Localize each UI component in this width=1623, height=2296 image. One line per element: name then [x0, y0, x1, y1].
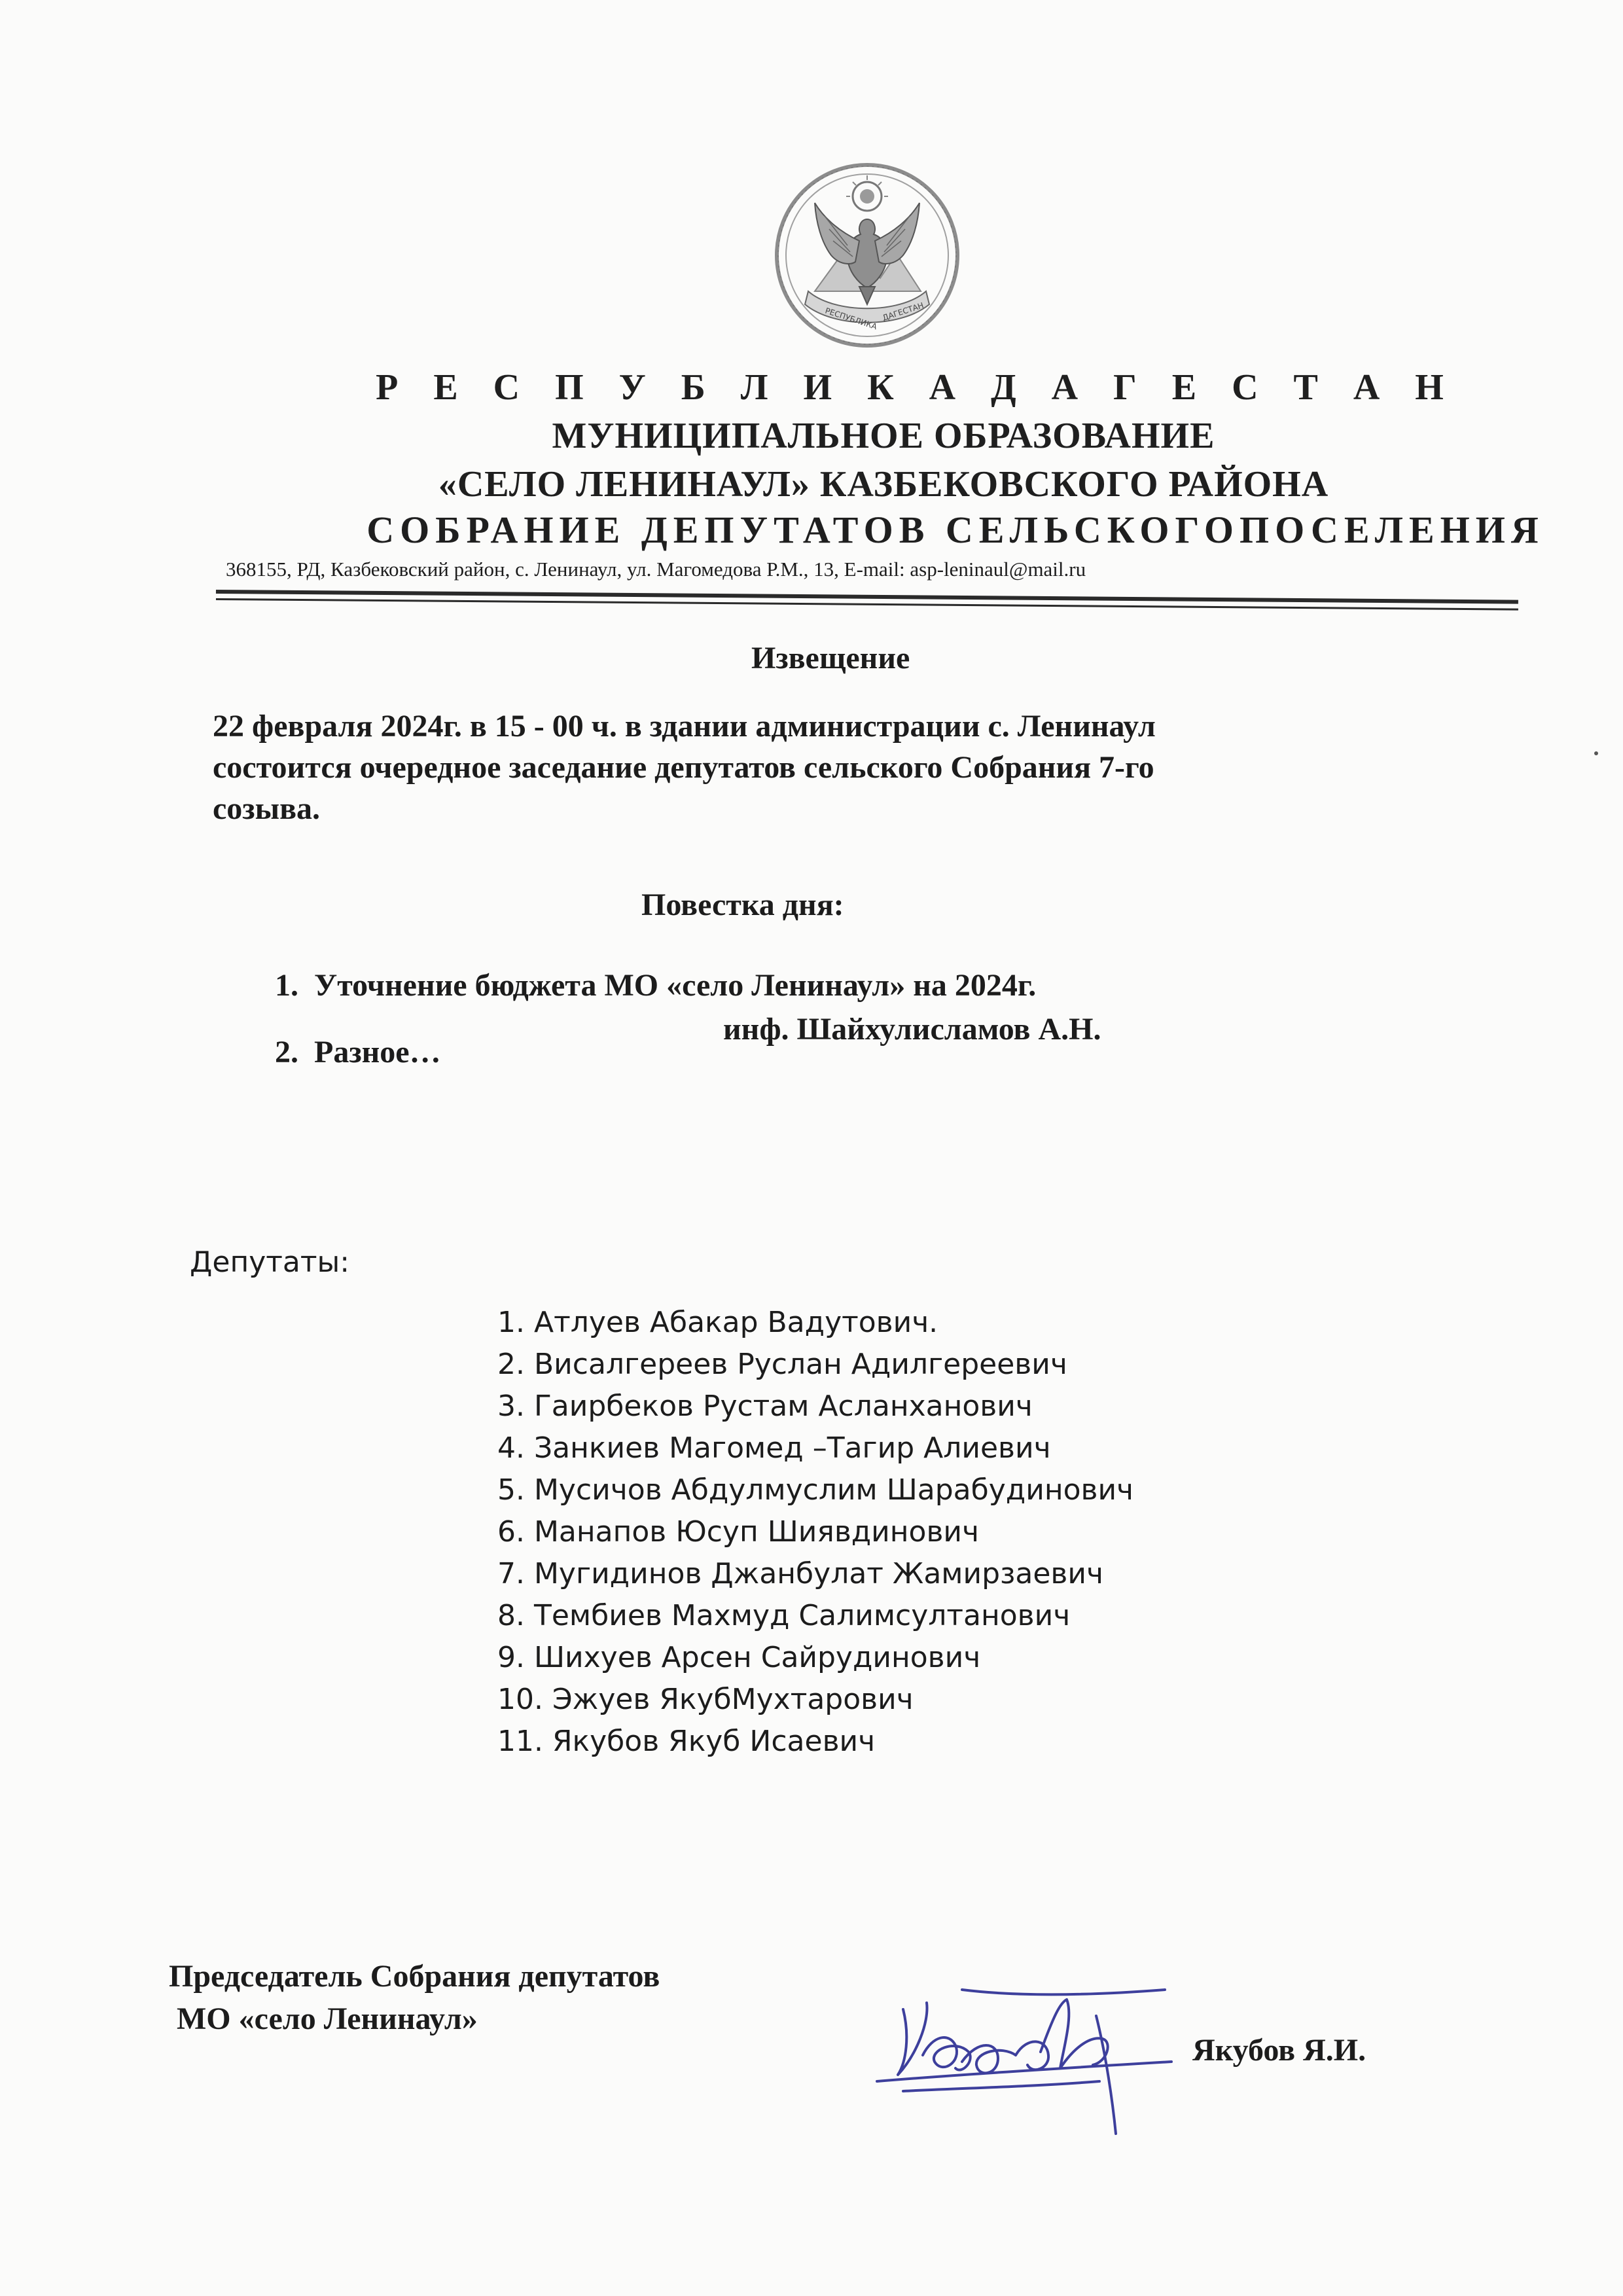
deputy-item: 2. Висалгереев Руслан Адилгереевич — [497, 1348, 1067, 1381]
agenda-item-text: Разное… — [314, 1035, 441, 1069]
header-divider-thick — [216, 590, 1518, 604]
emblem-ribbon-right-text: ДАГЕСТАН — [881, 300, 925, 323]
deputy-item: 1. Атлуев Абакар Вадутович. — [497, 1306, 938, 1339]
signatory-position-line-2: МО «село Ленинаул» — [177, 2001, 478, 2036]
deputy-item: 9. Шихуев Арсен Сайрудинович — [497, 1641, 981, 1674]
agenda-item-number: 1. — [275, 968, 298, 1003]
deputy-item: 4. Занкиев Магомед –Тагир Алиевич — [497, 1431, 1051, 1465]
agenda-item-1 — [275, 967, 1036, 1003]
signature-icon — [864, 1977, 1204, 2140]
deputy-item: 11. Якубов Якуб Исаевич — [497, 1725, 876, 1758]
agenda-item-number: 2. — [275, 1035, 298, 1069]
deputy-item: 6. Манапов Юсуп Шиявдинович — [497, 1515, 979, 1549]
deputy-item: 7. Мугидинов Джанбулат Жамирзаевич — [497, 1557, 1103, 1590]
notice-line-2: состоится очередное заседание депутатов сельского Собрания 7-го — [213, 750, 1154, 785]
agenda-title: Повестка дня: — [641, 888, 844, 922]
notice-line-3: созыва. — [213, 791, 320, 826]
header-address: 368155, РД, Казбековский район, с. Ленинаул, ул. Магомедова Р.М., 13, E-mail: asp-leninaul@mail.ru — [226, 558, 1086, 581]
signatory-name: Якубов Я.И. — [1192, 2033, 1366, 2068]
header-municipality: МУНИЦИПАЛЬНОЕ ОБРАЗОВАНИЕ — [552, 416, 1215, 456]
deputies-label: Депутаты: — [190, 1246, 350, 1279]
agenda-item-2 — [275, 1034, 441, 1070]
coat-of-arms-icon — [769, 157, 965, 353]
deputy-item: 8. Тембиев Махмуд Салимсултанович — [497, 1599, 1071, 1632]
signatory-position-line-1: Председатель Собрания депутатов — [169, 1959, 660, 1994]
emblem-ribbon-left-text: РЕСПУБЛИКА — [824, 306, 878, 332]
header-assembly: СОБРАНИЕ ДЕПУТАТОВ СЕЛЬСКОГОПОСЕЛЕНИЯ — [366, 509, 1544, 551]
agenda-item-text: Уточнение бюджета МО «село Ленинаул» на 2024г. — [314, 968, 1037, 1003]
scan-speck — [1594, 751, 1598, 755]
deputy-item: 10. Эжуев ЯкубМухтарович — [497, 1683, 914, 1716]
header-republic: Р Е С П У Б Л И К А Д А Г Е С Т А Н — [376, 367, 1457, 408]
header-village: «СЕЛО ЛЕНИНАУЛ» КАЗБЕКОВСКОГО РАЙОНА — [438, 464, 1329, 505]
agenda-item-1-note: инф. Шайхулисламов А.Н. — [723, 1012, 1101, 1047]
deputy-item: 3. Гаирбеков Рустам Асланханович — [497, 1390, 1033, 1423]
notice-title: Извещение — [751, 641, 910, 675]
notice-line-1: 22 февраля 2024г. в 15 - 00 ч. в здании администрации с. Ленинаул — [213, 709, 1156, 744]
deputy-item: 5. Мусичов Абдулмуслим Шарабудинович — [497, 1473, 1134, 1507]
